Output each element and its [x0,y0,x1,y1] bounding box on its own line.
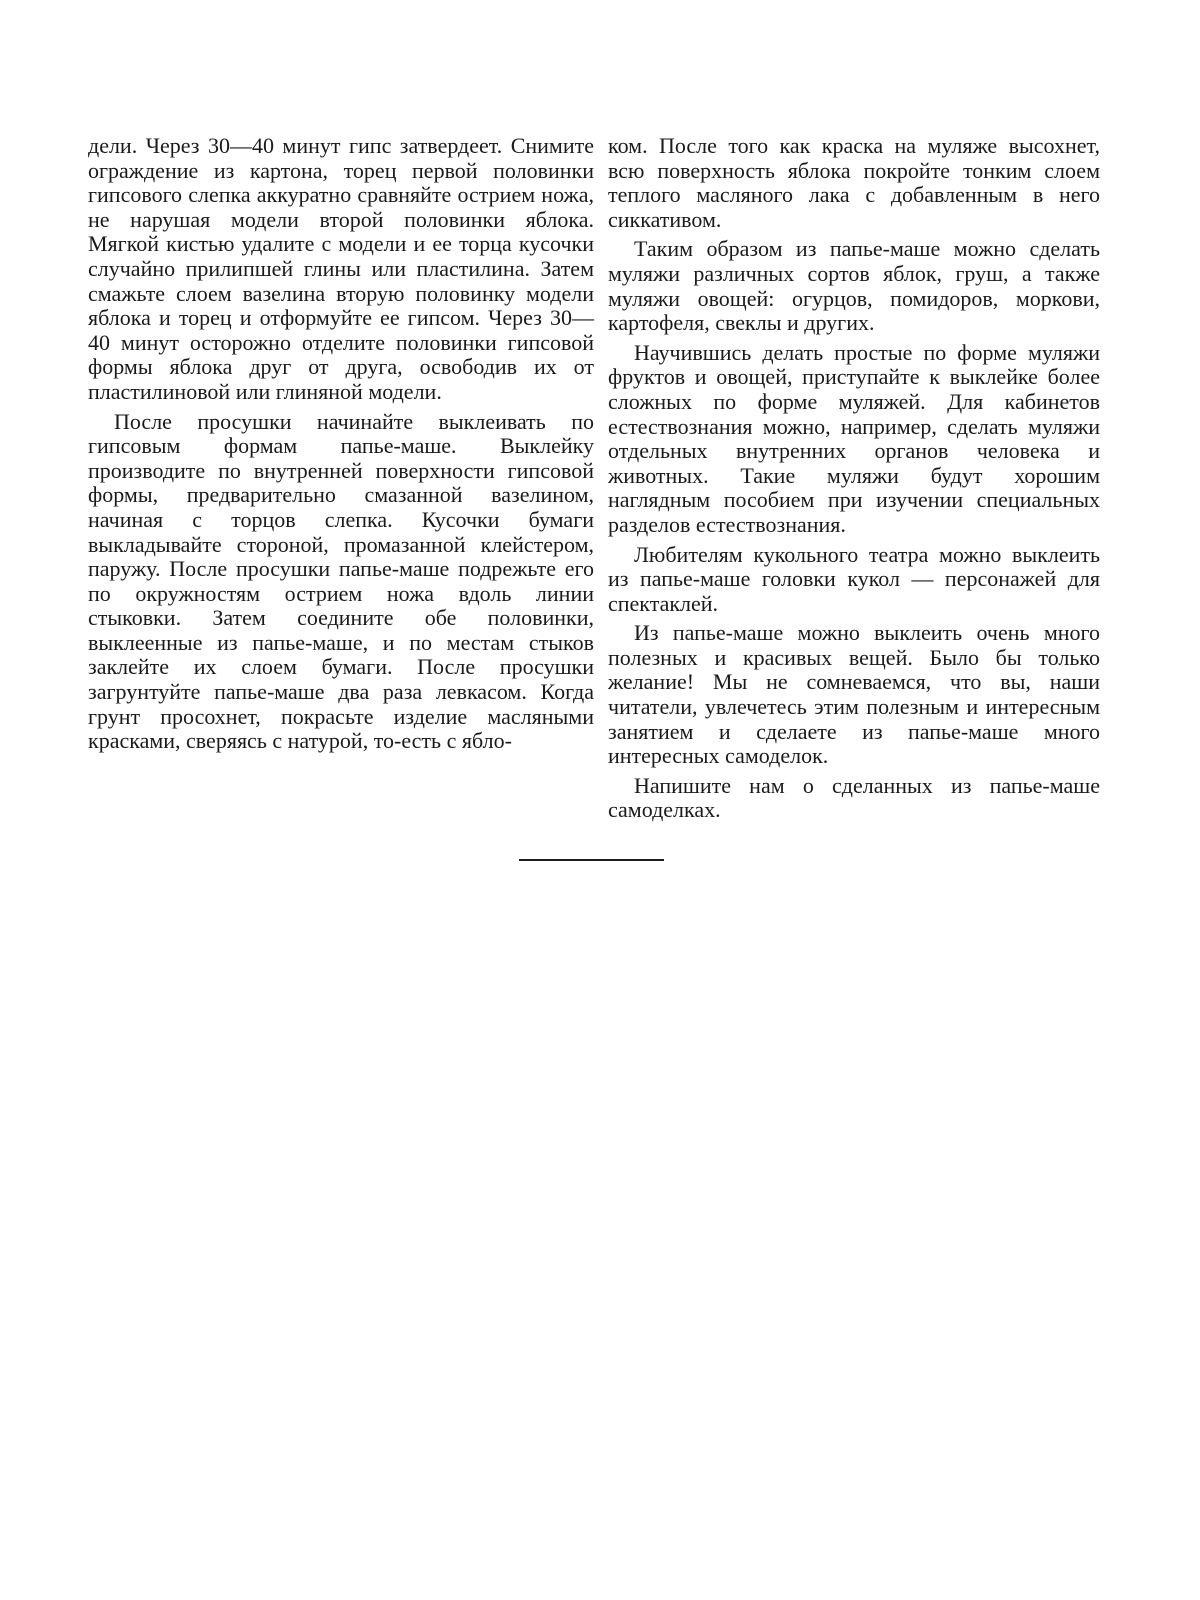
left-text-column [88,134,594,759]
paragraph: Напишите нам о сделанных из папье-маше самоделках. [608,772,1100,823]
paragraph: После просушки начинайте выклеивать по гипсовым формам папье-маше. Выклейку производите по внутренней поверхности гипсовой формы, предварительно смазанной вазелином, начиная с торцов слепка. Кусочки бумаги выкладывайте стороной, промазанной клейстером, паружу. После просушки папье-маше подрежьте его по окружностям острием ножа вдоль линии стыковки. Затем соедините обе половинки, выклеенные из папье-маше, и по местам стыков заклейте их слоем бумаги. После просушки загрунтуйте папье-маше два раза левкасом. Когда грунт просохнет, покрасьте изделие масляными красками, сверяясь с натурой, то-есть с ябло- [88,408,594,754]
paragraph: дели. Через 30—40 минут гипс затвердеет. Снимите ограждение из картона, торец первой половинки гипсового слепка аккуратно сравняйте острием ножа, не нарушая модели второй половинки яблока. Мягкой кистью удалите с модели и ее торца кусочки случайно прилипшей глины или пластилина. Затем смажьте слоем вазелина вторую половинку модели яблока и торец и отформуйте ее гипсом. Через 30—40 минут осторожно отделите половинки гипсовой формы яблока друг от друга, освободив их от пластилиновой или глиняной модели. [88,133,594,404]
section-end-rule [519,859,664,861]
paragraph: ком. После того как краска на муляже высохнет, всю поверхность яблока покройте тонким слоем теплого масляного лака с добавленным в него сиккативом. [608,133,1100,232]
paragraph: Научившись делать простые по форме муляжи фруктов и овощей, приступайте к выклейке более сложных по форме муляжей. Для кабинетов естествознания можно, например, сделать муляжи отдельных внутренних органов человека и животных. Такие муляжи будут хорошим наглядным пособием при изучении специальных разделов естествознания. [608,339,1100,537]
paragraph: Таким образом из папье-маше можно сделать муляжи различных сортов яблок, груш, а также муляжи овощей: огурцов, помидоров, моркови, картофеля, свеклы и других. [608,236,1100,336]
paragraph: Любителям кукольного театра можно выклеить из папье-маше головки кукол — персонажей для спектаклей. [608,541,1100,616]
paragraph: Из папье-маше можно выклеить очень много полезных и красивых вещей. Было бы только желание! Мы не сомневаемся, что вы, наши читатели, увлечетесь этим полезным и интересным занятием и сделаете из папье-маше много интересных самоделок. [608,620,1100,769]
right-text-column [608,134,1100,828]
